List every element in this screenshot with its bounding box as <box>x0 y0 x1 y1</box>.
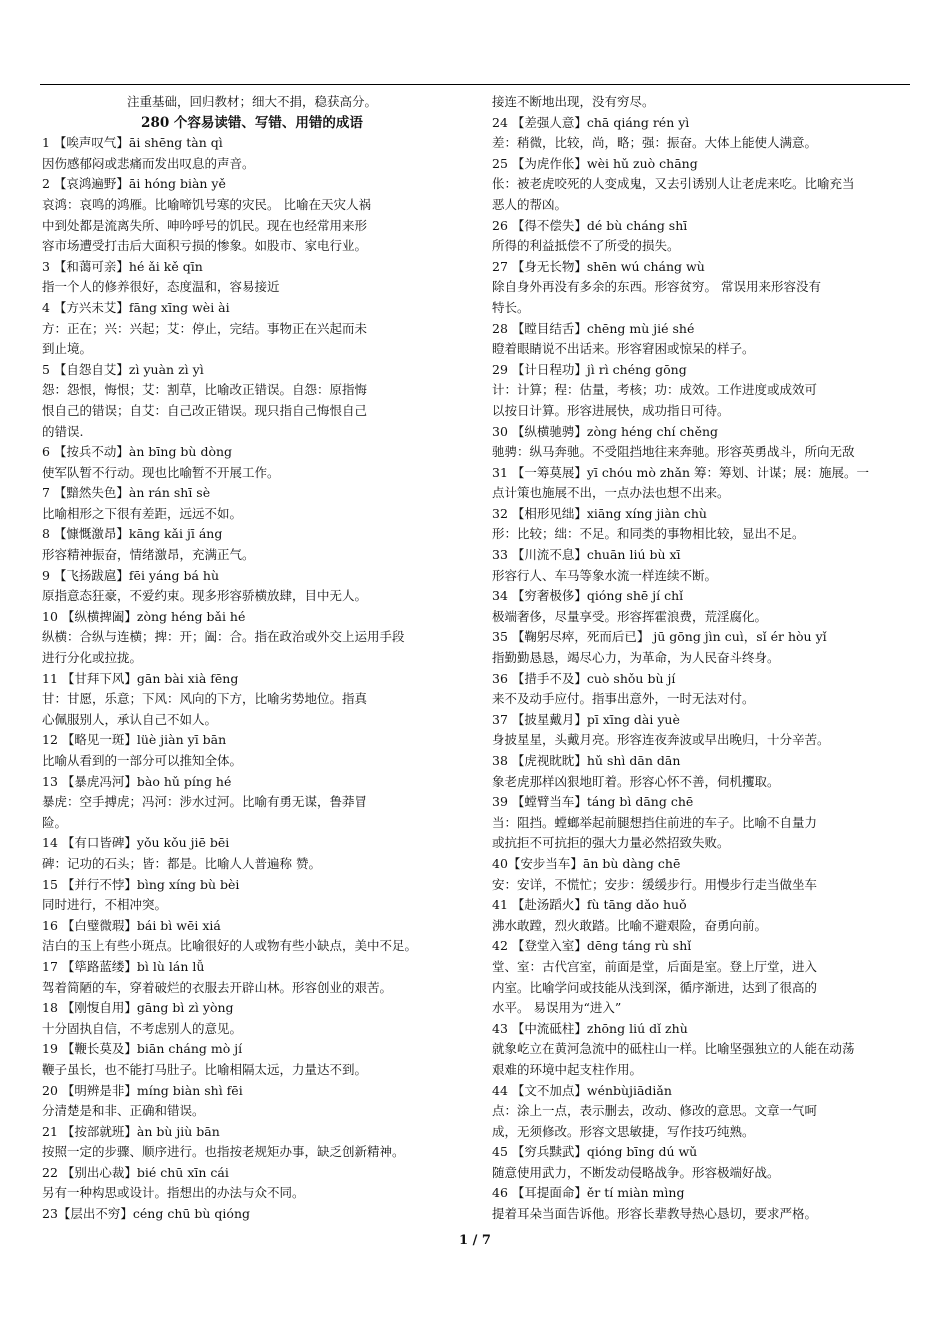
idiom-definition: 内室。比喻学问或技能从浅到深，循序渐进，达到了很高的 <box>492 979 818 995</box>
left-entries <box>42 133 462 1224</box>
idiom-heading: 36 【措手不及】cuò shǒu bù jí <box>492 670 676 686</box>
idiom-definition: 提着耳朵当面告诉他。形容长辈教导热心恳切，要求严格。 <box>492 1206 818 1222</box>
idiom-definition: 恨自己的错误；自艾：自己改正错误。现只指自己悔恨自己 <box>42 402 368 418</box>
idiom-definition: 所得的利益抵偿不了所受的损失。 <box>492 238 680 254</box>
idiom-definition: 形容精神振奋，情绪激昂，充满正气。 <box>42 547 255 563</box>
idiom-definition: 极端奢侈，尽量享受。形容挥霍浪费，荒淫腐化。 <box>492 608 768 624</box>
idiom-heading: 45 【穷兵黩武】qióng bīng dú wǔ <box>492 1144 698 1160</box>
idiom-definition: 成，无须修改。形容文思敏捷，写作技巧纯熟。 <box>492 1123 755 1139</box>
idiom-definition: 指一个人的修养很好，态度温和，容易接近 <box>42 279 280 295</box>
idiom-definition: 艰难的环境中起支柱作用。 <box>492 1061 643 1077</box>
idiom-heading: 5 【自怨自艾】zì yuàn zì yì <box>42 361 204 377</box>
idiom-definition: 身披星星，头戴月亮。形容连夜奔波或早出晚归，十分辛苦。 <box>492 732 830 748</box>
idiom-heading: 23【层出不穷】céng chū bù qióng <box>42 1206 251 1222</box>
idiom-definition: 随意使用武力，不断发动侵略战争。形容极端好战。 <box>492 1164 780 1180</box>
idiom-heading: 33 【川流不息】chuān liú bù xī <box>492 547 681 563</box>
idiom-definition: 指勤勤恳恳，竭尽心力，为革命，为人民奋斗终身。 <box>492 650 780 666</box>
idiom-definition: 比喻相形之下很有差距，远远不如。 <box>42 505 243 521</box>
idiom-heading: 29 【计日程功】jì rì chéng gōng <box>492 361 687 377</box>
idiom-heading: 1 【唉声叹气】āi shēng tàn qì <box>42 135 223 151</box>
idiom-definition: 计：计算；程：估量，考核；功：成效。工作进度或成效可 <box>492 382 818 398</box>
idiom-definition: 水平。 易误用为“进入” <box>492 1000 622 1016</box>
idiom-definition: 当：阻挡。螳螂举起前腿想挡住前进的车子。比喻不自量力 <box>492 814 818 830</box>
idiom-definition: 到止境。 <box>42 341 93 357</box>
idiom-heading: 40【安步当车】ān bù dàng chē <box>492 855 681 871</box>
idiom-heading: 10 【纵横捭阖】zòng héng bǎi hé <box>42 608 246 624</box>
idiom-definition: 接连不断地出现，没有穷尽。 <box>492 94 655 109</box>
idiom-definition: 纵横：合纵与连横；捭：开；阖：合。指在政治或外交上运用手段 <box>42 629 405 645</box>
idiom-definition: 形：比较；绌：不足。和同类的事物相比较，显出不足。 <box>492 526 805 542</box>
idiom-definition: 中到处都是流离失所、呻吟呼号的饥民。现在也经常用来形 <box>42 217 368 233</box>
idiom-definition: 按照一定的步骤、顺序进行。也指按老规矩办事，缺乏创新精神。 <box>42 1144 405 1160</box>
idiom-definition: 形容行人、车马等象水流一样连续不断。 <box>492 567 718 583</box>
idiom-definition: 或抗拒不可抗拒的强大力量必然招致失败。 <box>492 835 730 851</box>
idiom-heading: 43 【中流砥柱】zhōng liú dǐ zhù <box>492 1020 688 1036</box>
idiom-definition: 容市场遭受打击后大面积亏损的惨象。如股市、家电行业。 <box>42 238 368 254</box>
idiom-definition: 方：正在；兴：兴起；艾：停止，完结。事物正在兴起而未 <box>42 320 368 336</box>
idiom-heading: 42 【登堂入室】dēng táng rù shǐ <box>492 938 692 954</box>
idiom-heading: 4 【方兴未艾】fāng xīng wèi ài <box>42 299 230 315</box>
idiom-heading: 24 【差强人意】chā qiáng rén yì <box>492 114 690 130</box>
idiom-definition: 心佩服别人，承认自己不如人。 <box>42 711 218 727</box>
idiom-definition: 恶人的帮凶。 <box>492 196 568 212</box>
idiom-heading: 25 【为虎作伥】wèi hǔ zuò chāng <box>492 155 698 171</box>
idiom-definition: 瞪着眼睛说不出话来。形容窘困或惊呆的样子。 <box>492 341 755 357</box>
idiom-definition: 原指意态狂豪，不爱约束。现多形容骄横放肆，目中无人。 <box>42 588 368 604</box>
idiom-heading: 46 【耳提面命】ěr tí miàn mìng <box>492 1185 685 1201</box>
idiom-definition: 就象屹立在黄河急流中的砥柱山一样。比喻坚强独立的人能在动荡 <box>492 1041 855 1057</box>
idiom-definition: 点：涂上一点，表示删去，改动、修改的意思。文章一气呵 <box>492 1103 818 1119</box>
idiom-definition: 鞭子虽长，也不能打马肚子。比喻相隔太远，力量达不到。 <box>42 1061 368 1077</box>
idiom-definition: 象老虎那样凶狠地盯着。形容心怀不善，伺机攫取。 <box>492 773 780 789</box>
idiom-heading: 20 【明辨是非】míng biàn shì fēi <box>42 1082 243 1098</box>
idiom-heading: 26 【得不偿失】dé bù cháng shī <box>492 217 688 233</box>
idiom-definition: 甘：甘愿，乐意；下风：风向的下方，比喻劣势地位。指真 <box>42 691 368 707</box>
idiom-heading: 14 【有口皆碑】yǒu kǒu jiē bēi <box>42 835 230 851</box>
idiom-heading: 17 【筚路蓝缕】bì lù lán lǚ <box>42 958 205 974</box>
idiom-definition: 分清楚是和非、正确和错误。 <box>42 1103 205 1119</box>
idiom-definition: 以按日计算。形容进展快，成功指日可待。 <box>492 402 730 418</box>
idiom-definition: 堂、室：古代宫室，前面是堂，后面是室。登上厅堂，进入 <box>492 958 818 974</box>
idiom-definition: 特长。 <box>492 299 530 315</box>
idiom-heading: 39 【螳臂当车】táng bì dāng chē <box>492 794 694 810</box>
right-entries <box>492 92 912 1225</box>
idiom-heading: 6 【按兵不动】àn bīng bù dòng <box>42 444 233 460</box>
idiom-definition: 比喻从看到的一部分可以推知全体。 <box>42 753 243 768</box>
idiom-definition: 伥：被老虎咬死的人变成鬼，又去引诱别人让老虎来吃。比喻充当 <box>492 176 855 192</box>
idiom-definition: 另有一种构思或设计。指想出的办法与众不同。 <box>42 1185 305 1201</box>
idiom-definition: 因伤感郁闷或悲痛而发出叹息的声音。 <box>42 155 255 171</box>
left-column <box>42 92 462 1225</box>
idiom-heading: 13 【暴虎冯河】bào hǔ píng hé <box>42 773 232 789</box>
idiom-heading: 27 【身无长物】shēn wú cháng wù <box>492 258 705 274</box>
right-column <box>492 92 912 1225</box>
idiom-definition: 安：安详，不慌忙；安步：缓缓步行。用慢步行走当做坐车 <box>492 876 818 892</box>
idiom-heading: 28 【瞠目结舌】chēng mù jié shé <box>492 320 695 336</box>
idiom-definition: 哀鸿：哀鸣的鸿雁。比喻啼饥号寒的灾民。 比喻在天灾人祸 <box>42 196 371 212</box>
idiom-definition: 洁白的玉上有些小斑点。比喻很好的人或物有些小缺点，美中不足。 <box>42 938 418 954</box>
idiom-heading: 11 【甘拜下风】gān bài xià fēng <box>42 670 239 686</box>
idiom-heading: 8 【慷慨激昂】kāng kǎi jī áng <box>42 526 223 542</box>
idiom-heading: 18 【刚愎自用】gāng bì zì yòng <box>42 1000 234 1016</box>
idiom-definition: 十分固执自信，不考虑别人的意见。 <box>42 1020 243 1036</box>
idiom-heading: 30 【纵横驰骋】zòng héng chí chěng <box>492 423 719 439</box>
header-motto: 注重基础，回归教材；细大不捐，稳获高分。 <box>126 94 377 109</box>
idiom-definition: 险。 <box>42 814 68 830</box>
top-rule <box>40 84 910 85</box>
idiom-definition: 31 【一筹莫展】yī chóu mò zhǎn 筹：筹划、计谋；展：施展。一 <box>492 464 869 480</box>
page-number: 1 / 7 <box>459 1233 491 1248</box>
idiom-definition: 进行分化或拉拢。 <box>42 650 143 666</box>
idiom-heading: 19 【鞭长莫及】biān cháng mò jí <box>42 1041 243 1057</box>
idiom-definition: 驾着简陋的车，穿着破烂的衣服去开辟山林。形容创业的艰苦。 <box>42 979 393 995</box>
idiom-definition: 除自身外再没有多余的东西。形容贫穷。 常误用来形容没有 <box>492 279 821 295</box>
idiom-definition: 同时进行，不相冲突。 <box>42 897 168 913</box>
idiom-heading: 34 【穷奢极侈】qióng shē jí chǐ <box>492 588 684 604</box>
idiom-heading: 9 【飞扬跋扈】fēi yáng bá hù <box>42 567 219 583</box>
idiom-definition: 驰骋：纵马奔驰。不受阻挡地往来奔驰。形容英勇战斗，所向无敌 <box>492 444 855 460</box>
idiom-heading: 44 【文不加点】wénbùjiādiǎn <box>492 1082 672 1098</box>
idiom-heading: 21 【按部就班】àn bù jiù bān <box>42 1123 220 1139</box>
idiom-definition: 沸水敢蹚，烈火敢踏。比喻不避艰险，奋勇向前。 <box>492 917 768 933</box>
document-title: 280 个容易读错、写错、用错的成语 <box>141 114 363 131</box>
idiom-definition: 差：稍微，比较，尚，略；强：振奋。大体上能使人满意。 <box>492 135 818 151</box>
idiom-heading: 12 【略见一斑】lüè jiàn yī bān <box>42 732 227 748</box>
idiom-heading: 7 【黯然失色】àn rán shī sè <box>42 485 211 501</box>
idiom-heading: 22 【别出心裁】bié chū xīn cái <box>42 1164 229 1180</box>
idiom-heading: 32 【相形见绌】xiāng xíng jiàn chù <box>492 505 707 521</box>
idiom-definition: 使军队暂不行动。现也比喻暂不开展工作。 <box>42 464 280 480</box>
idiom-definition: 来不及动手应付。指事出意外，一时无法对付。 <box>492 691 755 707</box>
idiom-heading: 2 【哀鸿遍野】āi hóng biàn yě <box>42 176 226 192</box>
idiom-definition: 点计策也施展不出，一点办法也想不出来。 <box>492 485 730 501</box>
idiom-definition: 的错误. <box>42 423 84 439</box>
idiom-heading: 41 【赴汤蹈火】fù tāng dǎo huǒ <box>492 897 687 913</box>
idiom-definition: 碑：记功的石头；皆：都是。比喻人人普遍称 赞。 <box>42 855 321 871</box>
idiom-heading: 38 【虎视眈眈】hǔ shì dān dān <box>492 753 681 768</box>
idiom-heading: 3 【和蔼可亲】hé ǎi kě qīn <box>42 258 203 274</box>
idiom-heading: 16 【白璧微瑕】bái bì wēi xiá <box>42 917 221 933</box>
idiom-heading: 15 【并行不悖】bìng xíng bù bèi <box>42 876 240 892</box>
idiom-definition: 暴虎：空手搏虎；冯河：涉水过河。比喻有勇无谋，鲁莽冒 <box>42 794 368 810</box>
idiom-heading: 35 【鞠躬尽瘁，死而后已】 jū gōng jìn cuì，sǐ ér hòu yǐ <box>492 629 827 645</box>
idiom-definition: 怨：怨恨，悔恨；艾：割草，比喻改正错误。自怨：原指悔 <box>42 382 368 398</box>
idiom-heading: 37 【披星戴月】pī xīng dài yuè <box>492 711 680 727</box>
